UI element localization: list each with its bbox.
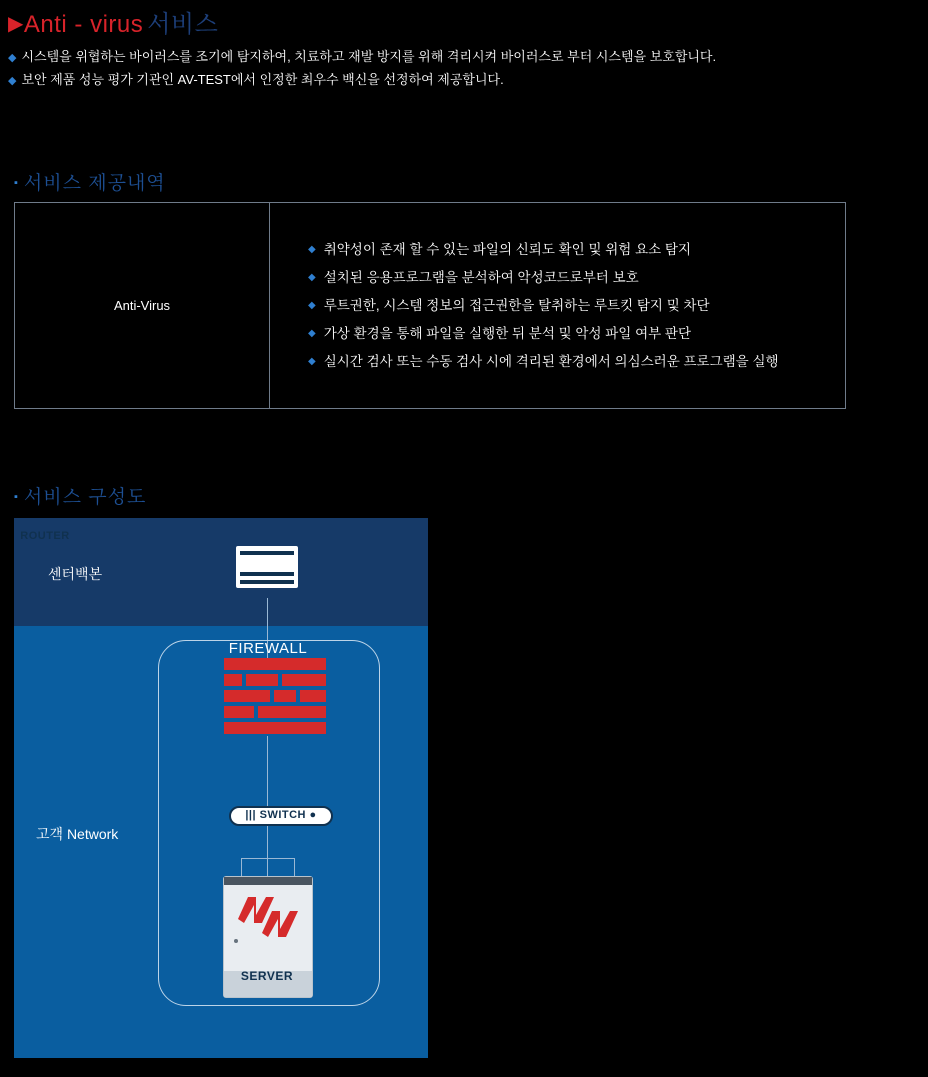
server-led [234,939,238,943]
section-heading-diagram [14,482,146,509]
list-item [308,264,845,292]
router-bar [240,551,294,555]
router-bar [240,572,294,576]
firewall-brick [300,690,326,702]
intro-block [8,46,888,92]
server-bracket [241,858,295,877]
page-title-ko: 서비스 [147,11,219,38]
router-bar [240,580,294,584]
section-heading-diagram-label: 서비스 구성도 [23,487,147,508]
firewall-brick [224,658,326,670]
list-item [308,348,845,376]
title-arrow-icon: ▶ [8,13,24,35]
square-bullet-icon: ▪ [14,491,19,503]
antivirus-logo-icon [236,893,300,937]
firewall-icon [224,658,428,738]
page-title [8,4,218,39]
firewall-brick [282,674,326,686]
bullet-icon: ◆ [308,271,316,283]
list-item [308,236,845,264]
square-bullet-icon: ▪ [14,177,19,189]
firewall-brick [246,674,278,686]
list-item-text: 루트권한, 시스템 정보의 접근권한을 탈취하는 루트킷 탐지 및 차단 [323,297,710,313]
table-row-label: Anti-Virus [15,203,270,408]
bullet-icon: ◆ [308,327,316,339]
list-item-text: 실시간 검사 또는 수동 검사 시에 격리된 환경에서 의심스러운 프로그램을 실행 [323,353,779,369]
section-heading-contents [14,168,166,195]
intro-line-text: 보안 제품 성능 평가 기관인 AV-TEST에서 인정한 최우수 백신을 선정하여 제공합니다. [21,72,504,87]
list-item [308,320,845,348]
zone-label-center: 센터백본 [48,566,103,582]
server-label: SERVER [240,969,294,983]
firewall-brick [224,706,254,718]
bullet-icon: ◆ [308,355,316,367]
bullet-icon: ◆ [8,52,17,64]
table-cell-items [270,203,845,408]
bullet-icon: ◆ [308,299,316,311]
firewall-brick [258,706,326,718]
list-item [308,292,845,320]
zone-label-customer: 고객 Network [36,826,119,842]
service-contents-table [14,202,846,409]
intro-line [8,46,888,69]
bullet-icon: ◆ [8,75,17,87]
firewall-brick [224,690,270,702]
firewall-brick [224,722,326,734]
intro-line-text: 시스템을 위협하는 바이러스를 조기에 탐지하여, 치료하고 재발 방지를 위해 격리시켜 바이러스로 부터 시스템을 보호합니다. [21,49,717,64]
section-heading-contents-label: 서비스 제공내역 [23,173,166,194]
bullet-icon: ◆ [308,243,316,255]
list-item-text: 취약성이 존재 할 수 있는 파일의 신뢰도 확인 및 위험 요소 탐지 [323,241,691,257]
firewall-brick [274,690,296,702]
firewall-label: FIREWALL [228,640,308,657]
firewall-brick [224,674,242,686]
page-title-en: Anti - virus [23,11,144,38]
router-label: ROUTER [20,530,70,542]
switch-label: ||| SWITCH ● [245,809,317,821]
list-item-text: 설치된 응용프로그램을 분석하여 악성코드로부터 보호 [323,269,639,285]
intro-line [8,69,888,92]
server-top-band [224,877,312,885]
list-item-text: 가상 환경을 통해 파일을 실행한 뒤 분석 및 악성 파일 여부 판단 [323,325,691,341]
service-architecture-diagram [14,518,428,1058]
router-icon [236,546,298,588]
